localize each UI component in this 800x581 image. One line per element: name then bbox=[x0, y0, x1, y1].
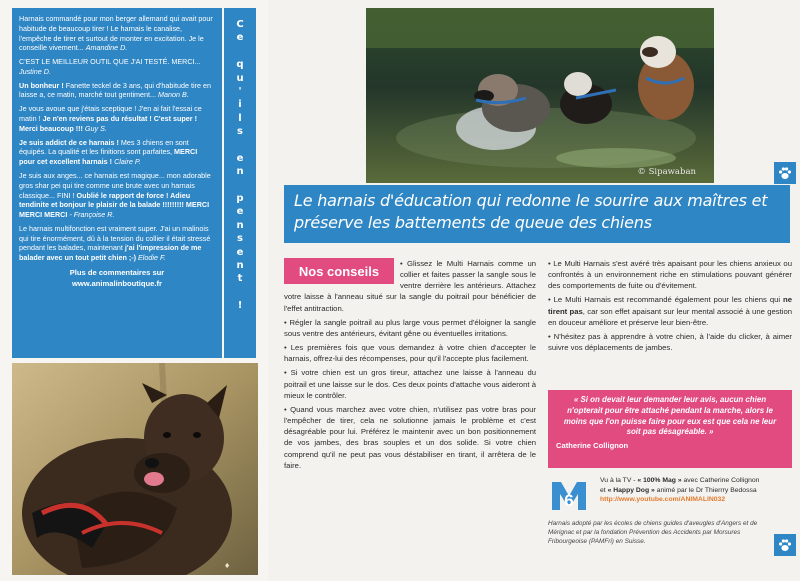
svg-text:6: 6 bbox=[564, 491, 574, 510]
vertical-heading: C e q u ' i l s e n p e n s e n t ! bbox=[224, 8, 256, 358]
advice-item: • N'hésitez pas à apprendre à votre chien, à l'aide du clicker, à aimer suivre vos déplacements de jambes. bbox=[548, 331, 792, 353]
testimonial: Harnais commandé pour mon berger allemand qui avait pour habitude de beaucoup tirer ! Le harnais le canalise, l'empêche de tirer et surtout de monter en excitation. Je le conseille vivement... Amandine D. bbox=[19, 14, 213, 53]
quote-box bbox=[548, 390, 792, 468]
advice-item: • Glissez le Multi Harnais comme un collier et faites passer la sangle sous le ventre derrière les antérieurs. Attachez votre laisse à l'anneau situé sur la sangle du poitrail pour bénéficier de l'effet antitraction. bbox=[284, 259, 536, 313]
quote-author: Catherine Collignon bbox=[556, 441, 629, 450]
advice-heading: Nos conseils bbox=[284, 258, 394, 284]
paw-icon bbox=[774, 162, 796, 184]
testimonial: Le harnais multifonction est vraiment super. J'ai un malinois qui tire énormément, dû à la tension du collier il était stressé pendant les balades, maintenant j'ai l'impression de me balader avec un tout petit chien ;-) Elodie F. bbox=[19, 223, 211, 263]
m6-logo bbox=[548, 474, 590, 516]
left-page bbox=[0, 0, 268, 581]
advice-item: • Quand vous marchez avec votre chien, n'utilisez pas votre bras pour l'empêcher de tirer, cela ne solutionne jamais le problème et c'est désagréable pour lui. Préférez le maintenir avec un bon positionnement de vos jambes, des bras souples et un dos solide. Si votre chien comprend qu'il ne peut pas vous déstabiliser en tirant, il arrêtera de le faire. bbox=[284, 404, 536, 470]
dogs-illustration bbox=[366, 8, 714, 183]
advice-column-left bbox=[284, 258, 536, 474]
website-link[interactable]: www.animalinboutique.fr bbox=[71, 278, 162, 288]
dogs-in-water-photo bbox=[366, 8, 714, 183]
svg-text:♦: ♦ bbox=[224, 562, 231, 570]
advice-item: • Régler la sangle poitrail au plus large vous permet d'éloigner la sangle sous ventre des antérieurs, évitant gêne ou éventuelles irritations. bbox=[284, 317, 536, 338]
testimonial: C'EST LE MEILLEUR OUTIL QUE J'AI TESTÉ. MERCI... Justine D. bbox=[19, 57, 201, 76]
advice-item: • Les premières fois que vous demandez à votre chien d'accepter le harnais, offrez-lui des récompenses, pour qu'il l'accepte plus facilement. bbox=[284, 343, 536, 364]
more-comments: Plus de commentaires sur www.animalinboutique.fr bbox=[19, 267, 215, 289]
paw-icon bbox=[774, 534, 796, 556]
testimonial: Je suis aux anges... ce harnais est magique... mon adorable gros shar pei qui tire comme une brute avec un harnais classique... FINI ! Oublié le rapport de force ! Adieu tendinite et bonjour le plaisir de la balade !!!!!!!!! MERCI MERCI MERCI - Françoise R. bbox=[19, 170, 211, 220]
advice-item: • Si votre chien est un gros tireur, attachez une laisse à l'anneau du poitrail et une laisse sur le dos. Ces deux points d'attache vous aideront à mieux le contrôler. bbox=[284, 368, 536, 400]
footnote: Harnais adopté par les écoles de chiens guides d'aveugles d'Angers et de Mérignac et par la fondation Prévention des Accidents par Morsures Fribourgeoise (PAMFri) en Suisse. bbox=[548, 520, 758, 545]
testimonial: Je vous avoue que j'étais sceptique ! J'en ai fait l'essai ce matin ! Je n'en reviens pas du résultat ! C'est super ! Merci beaucoup !!! Guy S. bbox=[19, 104, 202, 133]
dog-photo-brindle bbox=[12, 363, 258, 575]
advice-column-right bbox=[548, 258, 792, 356]
advice-item: • Le Multi Harnais s'est avéré très apaisant pour les chiens anxieux ou confrontés à un environnement riche en stimulations pouvant générer des comportements de fuite ou d'évitement. bbox=[548, 259, 792, 291]
tv-info: Vu à la TV - « 100% Mag » avec Catherine Collignon et « Happy Dog » animé par le Dr Thierrry Bedossa http://www.youtube.com/ANIMALIN032 bbox=[600, 476, 792, 505]
right-page bbox=[268, 0, 800, 581]
youtube-link[interactable]: http://www.youtube.com/ANIMALIN032 bbox=[600, 496, 726, 504]
quote-text: « Si on devait leur demander leur avis, aucun chien n'opterait pour être attaché pendant la marche, alors le moins que l'on puisse faire pour eux est que cela ne leur soit pas désagréable. » bbox=[563, 395, 777, 437]
testimonial: Je suis addict de ce harnais ! Mes 3 chiens en sont équipés. La qualité et les finitions sont parfaites, MERCI pour cet excellent harnais ! Claire P. bbox=[19, 137, 198, 167]
testimonial: Un bonheur ! Fanette teckel de 3 ans, qui d'habitude tire en laisse a, ce matin, marché tout gentiment... Manon B. bbox=[19, 80, 211, 100]
headline: Le harnais d'éducation qui redonne le sourire aux maîtres et préserve les battements de queue des chiens bbox=[284, 185, 790, 243]
dog-illustration bbox=[12, 363, 258, 575]
testimonials-panel bbox=[12, 8, 222, 358]
advice-item: • Le Multi Harnais est recommandé également pour les chiens qui ne tirent pas, car son effet apaisant sur leur mental associé à une gestion en douceur améliore et préserve leur bien-être. bbox=[548, 295, 792, 327]
photo-credit: © Sipawaban bbox=[637, 167, 696, 177]
